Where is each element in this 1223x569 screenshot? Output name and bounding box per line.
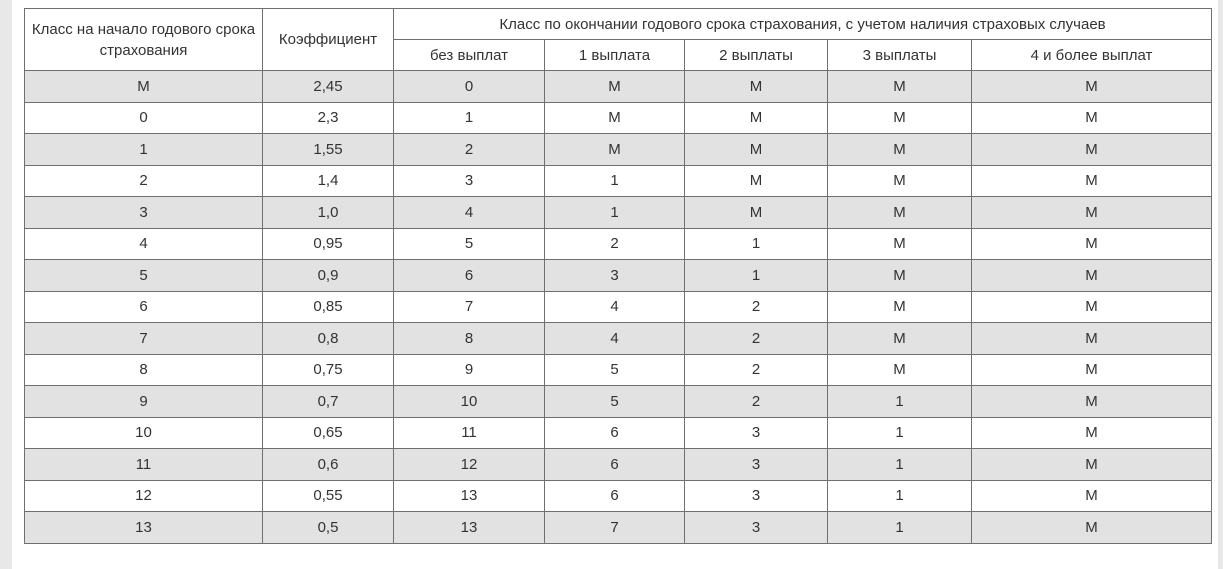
table-header bbox=[25, 9, 1212, 71]
no-payouts-cell: 6 bbox=[394, 260, 545, 292]
three-payouts-cell: М bbox=[828, 291, 972, 323]
two-payouts-cell: М bbox=[685, 134, 828, 166]
table-row bbox=[25, 449, 1212, 481]
three-payouts-cell: М bbox=[828, 71, 972, 103]
four-plus-payouts-cell: М bbox=[972, 134, 1212, 166]
no-payouts-cell: 8 bbox=[394, 323, 545, 355]
one-payout-cell: 1 bbox=[545, 165, 685, 197]
two-payouts-cell: 3 bbox=[685, 480, 828, 512]
coefficient-cell: 0,8 bbox=[263, 323, 394, 355]
coefficient-cell: 0,85 bbox=[263, 291, 394, 323]
start-class-cell: 3 bbox=[25, 197, 263, 229]
four-plus-payouts-cell: М bbox=[972, 102, 1212, 134]
four-plus-payouts-cell: М bbox=[972, 228, 1212, 260]
no-payouts-cell: 13 bbox=[394, 480, 545, 512]
three-payouts-cell: М bbox=[828, 165, 972, 197]
one-payout-cell: М bbox=[545, 134, 685, 166]
coefficient-cell: 0,5 bbox=[263, 512, 394, 544]
no-payouts-cell: 13 bbox=[394, 512, 545, 544]
header-4plus-payouts: 4 и более выплат bbox=[972, 40, 1212, 71]
header-3-payouts: 3 выплаты bbox=[828, 40, 972, 71]
no-payouts-cell: 3 bbox=[394, 165, 545, 197]
two-payouts-cell: 2 bbox=[685, 354, 828, 386]
table-row bbox=[25, 260, 1212, 292]
start-class-cell: 1 bbox=[25, 134, 263, 166]
one-payout-cell: М bbox=[545, 102, 685, 134]
start-class-cell: 9 bbox=[25, 386, 263, 418]
coefficient-cell: 0,6 bbox=[263, 449, 394, 481]
coefficient-cell: 0,65 bbox=[263, 417, 394, 449]
start-class-cell: 2 bbox=[25, 165, 263, 197]
table-row bbox=[25, 480, 1212, 512]
three-payouts-cell: 1 bbox=[828, 449, 972, 481]
header-coefficient: Коэффициент bbox=[263, 9, 394, 71]
coefficient-cell: 1,55 bbox=[263, 134, 394, 166]
start-class-cell: 6 bbox=[25, 291, 263, 323]
no-payouts-cell: 7 bbox=[394, 291, 545, 323]
four-plus-payouts-cell: М bbox=[972, 386, 1212, 418]
four-plus-payouts-cell: М bbox=[972, 480, 1212, 512]
three-payouts-cell: М bbox=[828, 228, 972, 260]
header-row-top bbox=[25, 9, 1212, 40]
table-row bbox=[25, 228, 1212, 260]
start-class-cell: 5 bbox=[25, 260, 263, 292]
two-payouts-cell: 2 bbox=[685, 323, 828, 355]
three-payouts-cell: 1 bbox=[828, 417, 972, 449]
table-row bbox=[25, 134, 1212, 166]
no-payouts-cell: 5 bbox=[394, 228, 545, 260]
table-row bbox=[25, 102, 1212, 134]
table-row bbox=[25, 197, 1212, 229]
two-payouts-cell: М bbox=[685, 197, 828, 229]
one-payout-cell: М bbox=[545, 71, 685, 103]
bonus-malus-table bbox=[24, 8, 1212, 544]
no-payouts-cell: 11 bbox=[394, 417, 545, 449]
start-class-cell: 7 bbox=[25, 323, 263, 355]
three-payouts-cell: М bbox=[828, 354, 972, 386]
header-start-class: Класс на начало годового срока страхования bbox=[25, 9, 263, 71]
table-row bbox=[25, 165, 1212, 197]
coefficient-cell: 0,95 bbox=[263, 228, 394, 260]
table-row bbox=[25, 386, 1212, 418]
table-row bbox=[25, 512, 1212, 544]
start-class-cell: 11 bbox=[25, 449, 263, 481]
start-class-cell: 13 bbox=[25, 512, 263, 544]
start-class-cell: 4 bbox=[25, 228, 263, 260]
four-plus-payouts-cell: М bbox=[972, 323, 1212, 355]
table-row bbox=[25, 354, 1212, 386]
four-plus-payouts-cell: М bbox=[972, 71, 1212, 103]
one-payout-cell: 1 bbox=[545, 197, 685, 229]
no-payouts-cell: 2 bbox=[394, 134, 545, 166]
start-class-cell: 10 bbox=[25, 417, 263, 449]
coefficient-cell: 0,9 bbox=[263, 260, 394, 292]
two-payouts-cell: 2 bbox=[685, 291, 828, 323]
start-class-cell: 12 bbox=[25, 480, 263, 512]
three-payouts-cell: 1 bbox=[828, 512, 972, 544]
start-class-cell: 8 bbox=[25, 354, 263, 386]
one-payout-cell: 6 bbox=[545, 480, 685, 512]
one-payout-cell: 7 bbox=[545, 512, 685, 544]
two-payouts-cell: 1 bbox=[685, 260, 828, 292]
table-row bbox=[25, 323, 1212, 355]
two-payouts-cell: 2 bbox=[685, 386, 828, 418]
two-payouts-cell: М bbox=[685, 71, 828, 103]
coefficient-cell: 2,45 bbox=[263, 71, 394, 103]
start-class-cell: 0 bbox=[25, 102, 263, 134]
one-payout-cell: 4 bbox=[545, 323, 685, 355]
header-end-class-group: Класс по окончании годового срока страхования, с учетом наличия страховых случаев bbox=[394, 9, 1212, 40]
header-1-payout: 1 выплата bbox=[545, 40, 685, 71]
table-row bbox=[25, 291, 1212, 323]
two-payouts-cell: 3 bbox=[685, 512, 828, 544]
two-payouts-cell: М bbox=[685, 165, 828, 197]
coefficient-cell: 2,3 bbox=[263, 102, 394, 134]
three-payouts-cell: М bbox=[828, 102, 972, 134]
header-no-payouts: без выплат bbox=[394, 40, 545, 71]
table-body bbox=[25, 71, 1212, 544]
one-payout-cell: 6 bbox=[545, 417, 685, 449]
no-payouts-cell: 4 bbox=[394, 197, 545, 229]
coefficient-cell: 1,4 bbox=[263, 165, 394, 197]
table-row bbox=[25, 71, 1212, 103]
four-plus-payouts-cell: М bbox=[972, 449, 1212, 481]
three-payouts-cell: М bbox=[828, 134, 972, 166]
one-payout-cell: 2 bbox=[545, 228, 685, 260]
no-payouts-cell: 10 bbox=[394, 386, 545, 418]
no-payouts-cell: 0 bbox=[394, 71, 545, 103]
no-payouts-cell: 12 bbox=[394, 449, 545, 481]
header-2-payouts: 2 выплаты bbox=[685, 40, 828, 71]
coefficient-cell: 1,0 bbox=[263, 197, 394, 229]
four-plus-payouts-cell: М bbox=[972, 165, 1212, 197]
coefficient-cell: 0,75 bbox=[263, 354, 394, 386]
table-row bbox=[25, 417, 1212, 449]
three-payouts-cell: 1 bbox=[828, 386, 972, 418]
four-plus-payouts-cell: М bbox=[972, 197, 1212, 229]
four-plus-payouts-cell: М bbox=[972, 291, 1212, 323]
one-payout-cell: 5 bbox=[545, 354, 685, 386]
start-class-cell: М bbox=[25, 71, 263, 103]
no-payouts-cell: 9 bbox=[394, 354, 545, 386]
two-payouts-cell: М bbox=[685, 102, 828, 134]
one-payout-cell: 3 bbox=[545, 260, 685, 292]
two-payouts-cell: 3 bbox=[685, 417, 828, 449]
four-plus-payouts-cell: М bbox=[972, 512, 1212, 544]
three-payouts-cell: М bbox=[828, 197, 972, 229]
two-payouts-cell: 3 bbox=[685, 449, 828, 481]
one-payout-cell: 6 bbox=[545, 449, 685, 481]
three-payouts-cell: М bbox=[828, 323, 972, 355]
coefficient-cell: 0,55 bbox=[263, 480, 394, 512]
four-plus-payouts-cell: М bbox=[972, 260, 1212, 292]
no-payouts-cell: 1 bbox=[394, 102, 545, 134]
four-plus-payouts-cell: М bbox=[972, 354, 1212, 386]
four-plus-payouts-cell: М bbox=[972, 417, 1212, 449]
one-payout-cell: 5 bbox=[545, 386, 685, 418]
coefficient-cell: 0,7 bbox=[263, 386, 394, 418]
three-payouts-cell: 1 bbox=[828, 480, 972, 512]
one-payout-cell: 4 bbox=[545, 291, 685, 323]
three-payouts-cell: М bbox=[828, 260, 972, 292]
two-payouts-cell: 1 bbox=[685, 228, 828, 260]
